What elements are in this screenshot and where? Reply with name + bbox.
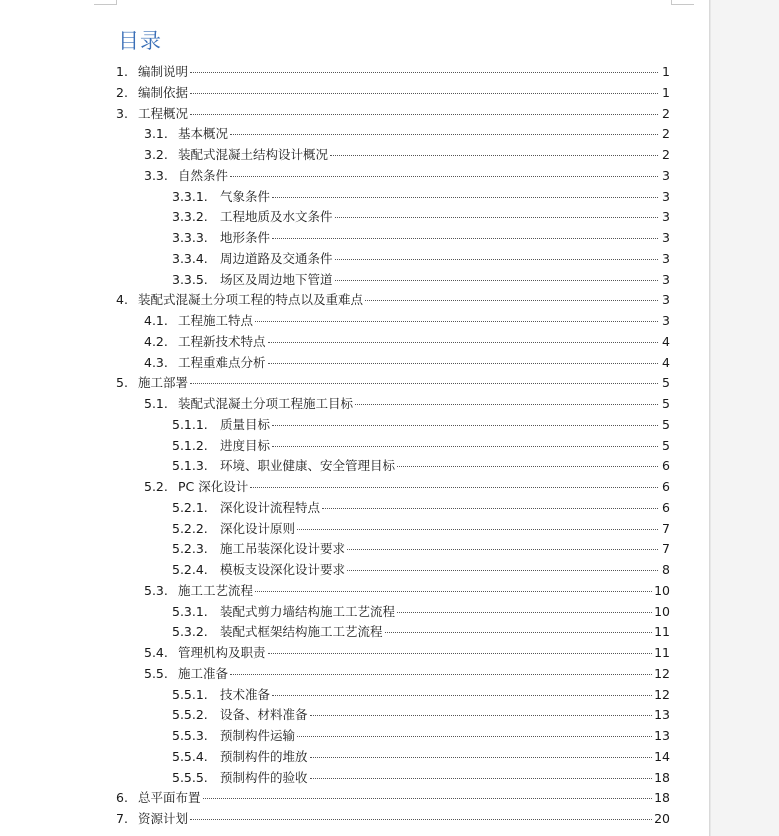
toc-entry[interactable] xyxy=(172,270,670,290)
toc-leader-dots xyxy=(230,674,652,675)
toc-entry-label: 装配式混凝土分项工程施工目标 xyxy=(178,396,354,411)
toc-entry-number: 5.2.1. xyxy=(172,499,208,515)
toc-entry[interactable] xyxy=(116,290,670,310)
toc-entry-label: 施工工艺流程 xyxy=(178,582,254,598)
toc-entry-page: 5 xyxy=(662,437,670,453)
toc-entry[interactable] xyxy=(144,394,670,414)
toc-entry-page: 5 xyxy=(662,375,670,391)
toc-entry-page: 18 xyxy=(654,769,670,785)
toc-entry-label: 装配式剪力墙结构施工工艺流程 xyxy=(220,603,396,619)
toc-entry[interactable] xyxy=(144,353,670,373)
toc-entry-label: 进度目标 xyxy=(220,437,271,453)
toc-entry-label: 工程施工特点 xyxy=(178,313,254,328)
toc-entry-page: 11 xyxy=(654,624,670,640)
toc-leader-dots xyxy=(230,176,658,177)
toc-entry-page: 7 xyxy=(662,541,670,557)
toc-leader-dots xyxy=(268,653,653,654)
toc-entry-page: 2 xyxy=(662,126,670,142)
toc-entry-label: 预制构件运输 xyxy=(220,728,296,743)
toc-entry[interactable] xyxy=(172,602,670,622)
toc-entry-number: 5.5.5. xyxy=(172,769,208,785)
toc-entry-page: 4 xyxy=(662,354,670,370)
toc-entry-label: 地形条件 xyxy=(220,230,271,245)
toc-leader-dots xyxy=(347,570,658,571)
toc-entry-number: 3. xyxy=(116,105,128,121)
toc-entry-number: 3.2. xyxy=(144,147,168,162)
toc-entry[interactable] xyxy=(116,373,670,393)
toc-leader-dots xyxy=(335,280,658,281)
toc-entry-label: 资源计划 xyxy=(138,811,189,826)
toc-entry-number: 7. xyxy=(116,811,128,826)
toc-entry[interactable] xyxy=(144,166,670,186)
toc-entry-page: 6 xyxy=(662,458,670,474)
toc-leader-dots xyxy=(365,300,658,301)
toc-entry[interactable] xyxy=(172,436,670,456)
toc-entry-number: 3.3.5. xyxy=(172,271,208,287)
toc-entry-page: 6 xyxy=(662,479,670,494)
toc-entry[interactable] xyxy=(172,768,670,788)
toc-leader-dots xyxy=(190,93,658,94)
toc-entry-number: 6. xyxy=(116,790,128,806)
toc-entry-page: 20 xyxy=(654,811,670,826)
toc-entry-label: 环境、职业健康、安全管理目标 xyxy=(220,458,396,474)
toc-entry-number: 3.1. xyxy=(144,126,168,142)
toc-entry[interactable] xyxy=(172,685,670,705)
toc-entry-number: 5.1.1. xyxy=(172,416,208,432)
toc-leader-dots xyxy=(203,798,653,799)
toc-entry-page: 5 xyxy=(662,396,670,411)
toc-entry[interactable] xyxy=(172,207,670,227)
toc-entry-label: 气象条件 xyxy=(220,188,271,204)
toc-entry-label: 深化设计流程特点 xyxy=(220,499,321,515)
toc-entry[interactable] xyxy=(144,643,670,663)
toc-entry-number: 4.3. xyxy=(144,354,168,370)
toc-entry-number: 5.1.2. xyxy=(172,437,208,453)
toc-leader-dots xyxy=(310,715,653,716)
toc-entry-label: 工程地质及水文条件 xyxy=(220,209,333,225)
toc-entry-number: 5.5.2. xyxy=(172,707,208,723)
toc-entry-label: 设备、材料准备 xyxy=(220,707,308,723)
toc-leader-dots xyxy=(335,217,658,218)
toc-entry[interactable] xyxy=(144,145,670,165)
toc-leader-dots xyxy=(272,197,658,198)
toc-leader-dots xyxy=(255,321,658,322)
toc-entry[interactable] xyxy=(172,456,670,476)
toc-entry[interactable] xyxy=(144,311,670,331)
toc-leader-dots xyxy=(268,363,658,364)
toc-entry[interactable] xyxy=(144,332,670,352)
toc-entry-page: 10 xyxy=(654,582,670,598)
toc-entry-page: 3 xyxy=(662,188,670,204)
toc-entry-label: 装配式框架结构施工工艺流程 xyxy=(220,624,383,640)
toc-title: 目录 xyxy=(118,29,162,53)
toc-leader-dots xyxy=(272,446,658,447)
toc-leader-dots xyxy=(190,819,652,820)
toc-leader-dots xyxy=(230,134,658,135)
toc-leader-dots xyxy=(397,612,652,613)
toc-leader-dots xyxy=(272,425,658,426)
toc-entry-page: 2 xyxy=(662,147,670,162)
toc-entry[interactable] xyxy=(172,228,670,248)
toc-entry-page: 3 xyxy=(662,313,670,328)
toc-leader-dots xyxy=(297,529,658,530)
toc-entry-number: 5.3. xyxy=(144,582,168,598)
toc-leader-dots xyxy=(255,591,652,592)
toc-entry-label: 施工部署 xyxy=(138,375,189,391)
toc-leader-dots xyxy=(190,383,658,384)
toc-entry-label: 装配式混凝土分项工程的特点以及重难点 xyxy=(138,292,364,308)
toc-entry-number: 5.2.4. xyxy=(172,562,208,577)
toc-entry-number: 5.2.2. xyxy=(172,520,208,536)
toc-entry-label: 周边道路及交通条件 xyxy=(220,250,333,266)
toc-entry-label: 场区及周边地下管道 xyxy=(220,271,333,287)
toc-entry-page: 2 xyxy=(662,105,670,121)
toc-entry-label: 自然条件 xyxy=(178,167,229,183)
toc-entry-number: 5.2. xyxy=(144,479,168,494)
toc-entry[interactable] xyxy=(172,498,670,518)
toc-entry-number: 3.3.4. xyxy=(172,250,208,266)
toc-entry-number: 4. xyxy=(116,292,128,308)
toc-entry-number: 5.3.2. xyxy=(172,624,208,640)
toc-entry-page: 11 xyxy=(654,645,670,660)
toc-entry-number: 5.1. xyxy=(144,396,168,411)
toc-entry-number: 5.5.4. xyxy=(172,748,208,764)
toc-entry-page: 3 xyxy=(662,209,670,225)
toc-leader-dots xyxy=(272,695,652,696)
toc-entry[interactable] xyxy=(172,539,670,559)
toc-entry-number: 1. xyxy=(116,64,128,79)
window-edge-panel xyxy=(709,0,779,836)
toc-entry-label: 基本概况 xyxy=(178,126,229,142)
toc-entry-page: 3 xyxy=(662,250,670,266)
toc-entry-number: 3.3. xyxy=(144,167,168,183)
toc-entry[interactable] xyxy=(172,747,670,767)
toc-entry-page: 7 xyxy=(662,520,670,536)
toc-entry-page: 1 xyxy=(662,84,670,100)
toc-leader-dots xyxy=(297,736,652,737)
toc-entry-label: 质量目标 xyxy=(220,416,271,432)
toc-entry-number: 5.5.3. xyxy=(172,728,208,743)
toc-entry[interactable] xyxy=(172,249,670,269)
toc-entry-number: 3.3.3. xyxy=(172,230,208,245)
toc-entry[interactable] xyxy=(172,187,670,207)
toc-entry-label: 总平面布置 xyxy=(138,790,201,806)
toc-entry-label: 工程概况 xyxy=(138,105,189,121)
toc-entry-number: 3.3.2. xyxy=(172,209,208,225)
toc-entry[interactable] xyxy=(172,519,670,539)
toc-entry[interactable] xyxy=(116,788,670,808)
toc-entry-number: 5.3.1. xyxy=(172,603,208,619)
toc-entry[interactable] xyxy=(116,104,670,124)
toc-entry-label: PC 深化设计 xyxy=(178,479,249,494)
toc-entry-page: 3 xyxy=(662,271,670,287)
toc-entry[interactable] xyxy=(172,560,670,580)
toc-entry[interactable] xyxy=(144,124,670,144)
toc-entry-page: 18 xyxy=(654,790,670,806)
toc-entry-label: 深化设计原则 xyxy=(220,520,296,536)
toc-entry-page: 12 xyxy=(654,686,670,702)
toc-entry-page: 4 xyxy=(662,333,670,349)
toc-entry[interactable] xyxy=(116,62,670,82)
toc-leader-dots xyxy=(330,155,658,156)
toc-entry-page: 6 xyxy=(662,499,670,515)
toc-leader-dots xyxy=(250,487,658,488)
page-corner-mark-left xyxy=(94,0,117,5)
toc-entry-label: 模板支设深化设计要求 xyxy=(220,562,346,577)
toc-entry-number: 5.5.1. xyxy=(172,686,208,702)
toc-entry-page: 12 xyxy=(654,665,670,681)
toc-leader-dots xyxy=(310,757,653,758)
toc-entry-page: 13 xyxy=(654,728,670,743)
toc-leader-dots xyxy=(347,549,658,550)
toc-entry-page: 13 xyxy=(654,707,670,723)
toc-entry-page: 3 xyxy=(662,230,670,245)
toc-leader-dots xyxy=(385,632,653,633)
toc-entry-page: 5 xyxy=(662,416,670,432)
toc-entry-page: 3 xyxy=(662,292,670,308)
toc-entry-label: 工程重难点分析 xyxy=(178,354,266,370)
toc-entry-number: 3.3.1. xyxy=(172,188,208,204)
toc-entry-page: 3 xyxy=(662,167,670,183)
toc-entry-number: 5.2.3. xyxy=(172,541,208,557)
toc-entry-label: 预制构件的验收 xyxy=(220,769,308,785)
toc-entry[interactable] xyxy=(144,477,670,497)
toc-entry-label: 编制说明 xyxy=(138,64,189,79)
toc-entry-number: 4.1. xyxy=(144,313,168,328)
toc-entry[interactable] xyxy=(172,726,670,746)
toc-entry-page: 1 xyxy=(662,64,670,79)
toc-entry-label: 预制构件的堆放 xyxy=(220,748,308,764)
toc-entry[interactable] xyxy=(144,664,670,684)
toc-leader-dots xyxy=(310,778,653,779)
toc-entry-label: 施工吊装深化设计要求 xyxy=(220,541,346,557)
toc-entry-label: 装配式混凝土结构设计概况 xyxy=(178,147,329,162)
toc-entry-number: 5.1.3. xyxy=(172,458,208,474)
toc-entry-number: 2. xyxy=(116,84,128,100)
toc-leader-dots xyxy=(397,466,658,467)
toc-entry-label: 施工准备 xyxy=(178,665,229,681)
toc-entry[interactable] xyxy=(144,581,670,601)
toc-entry-number: 5.4. xyxy=(144,645,168,660)
toc-leader-dots xyxy=(355,404,658,405)
toc-entry-page: 10 xyxy=(654,603,670,619)
toc-entry[interactable] xyxy=(116,83,670,103)
toc-entry-label: 编制依据 xyxy=(138,84,189,100)
toc-entry-page: 14 xyxy=(654,748,670,764)
page-corner-mark-right xyxy=(671,0,694,5)
toc-leader-dots xyxy=(190,114,658,115)
toc-entry-number: 5.5. xyxy=(144,665,168,681)
toc-entry-page: 8 xyxy=(662,562,670,577)
toc-leader-dots xyxy=(322,508,658,509)
toc-entry[interactable] xyxy=(172,415,670,435)
toc-leader-dots xyxy=(272,238,658,239)
toc-entry-number: 5. xyxy=(116,375,128,391)
toc-entry-number: 4.2. xyxy=(144,333,168,349)
toc-leader-dots xyxy=(190,72,658,73)
toc-entry[interactable] xyxy=(116,809,670,829)
toc-entry-label: 管理机构及职责 xyxy=(178,645,266,660)
toc-entry-label: 工程新技术特点 xyxy=(178,333,266,349)
toc-entry[interactable] xyxy=(172,705,670,725)
toc-leader-dots xyxy=(268,342,658,343)
toc-leader-dots xyxy=(335,259,658,260)
toc-entry-label: 技术准备 xyxy=(220,686,271,702)
toc-entry[interactable] xyxy=(172,622,670,642)
